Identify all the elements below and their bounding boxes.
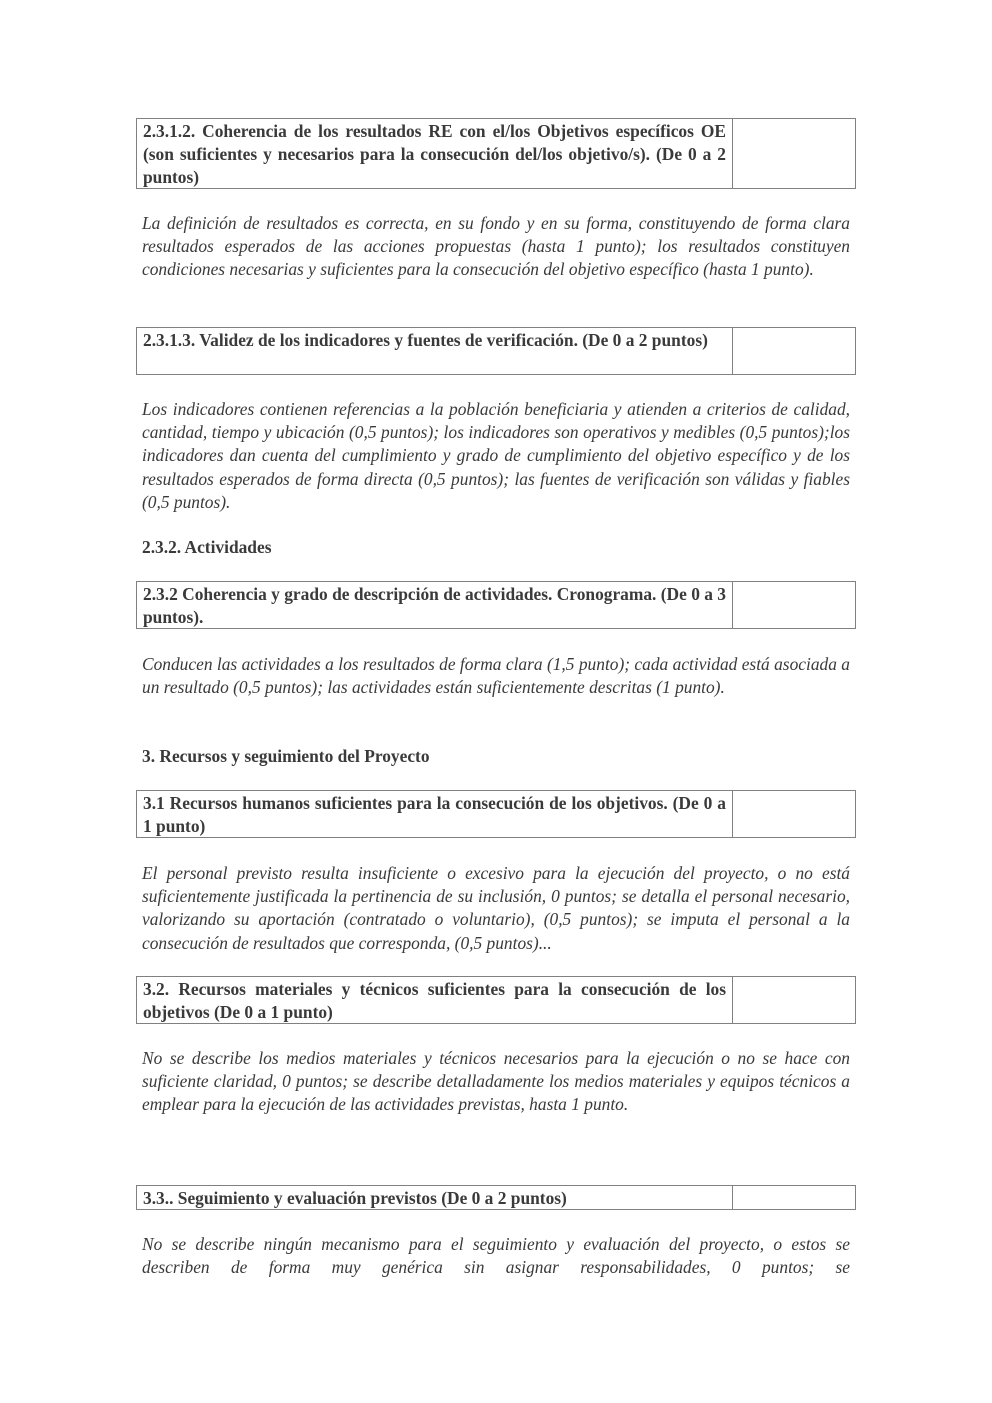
criterion-3-1-label: 3.1 Recursos humanos suficientes para la consecución de los objetivos. (De 0 a 1 punto) bbox=[137, 791, 733, 837]
criterion-2-3-1-2-score-cell bbox=[733, 119, 855, 188]
description-3-2: No se describe los medios materiales y técnicos necesarios para la ejecución o no se hace con suficiente claridad, 0 puntos; se describe detalladamente los medios materiales y equipos técnicos a emplear para la ejecución de las actividades previstas, hasta 1 punto. bbox=[142, 1048, 850, 1115]
criterion-3-3-score-cell bbox=[733, 1186, 855, 1209]
criterion-2-3-1-3-label: 2.3.1.3. Validez de los indicadores y fuentes de verificación. (De 0 a 2 puntos) bbox=[137, 328, 733, 374]
criterion-3-3-box bbox=[136, 1185, 856, 1210]
criterion-2-3-1-3-box bbox=[136, 327, 856, 375]
criterion-3-3-label: 3.3.. Seguimiento y evaluación previstos (De 0 a 2 puntos) bbox=[137, 1186, 733, 1209]
criterion-3-2-score-cell bbox=[733, 977, 855, 1023]
description-2-3-2: Conducen las actividades a los resultados de forma clara (1,5 punto); cada actividad está asociada a un resultado (0,5 puntos); las actividades están suficientemente descritas (1 punto). bbox=[142, 654, 850, 698]
criterion-3-1-box bbox=[136, 790, 856, 838]
description-3-3: No se describe ningún mecanismo para el seguimiento y evaluación del proyecto, o estos se describen de forma muy genérica sin asignar responsabilidades, 0 puntos; se bbox=[142, 1234, 850, 1278]
heading-3: 3. Recursos y seguimiento del Proyecto bbox=[142, 746, 430, 766]
description-2-3-1-3: Los indicadores contienen referencias a la población beneficiaria y atienden a criterios de calidad, cantidad, tiempo y ubicación (0,5 puntos); los indicadores son operativos y medibles (0,5 puntos);los indicadores dan cuenta del cumplimiento y grado de cumplimiento del objetivo específico y de los resultados esperados de forma directa (0,5 puntos); las fuentes de verificación son válidas y fiables (0,5 puntos). bbox=[142, 399, 850, 512]
criterion-2-3-2-label: 2.3.2 Coherencia y grado de descripción de actividades. Cronograma. (De 0 a 3 puntos). bbox=[137, 582, 733, 628]
criterion-2-3-1-2-box bbox=[136, 118, 856, 189]
criterion-2-3-1-3-score-cell bbox=[733, 328, 855, 374]
description-3-1: El personal previsto resulta insuficiente o excesivo para la ejecución del proyecto, o no está suficientemente justificada la pertinencia de su inclusión, 0 puntos; se detalla el personal necesario, valorizando su aportación (contratado o voluntario), (0,5 puntos); se imputa el personal a la consecución de resultados que corresponda, (0,5 puntos)... bbox=[142, 863, 850, 953]
heading-2-3-2: 2.3.2. Actividades bbox=[142, 537, 272, 557]
criterion-2-3-2-box bbox=[136, 581, 856, 629]
criterion-2-3-1-2-label: 2.3.1.2. Coherencia de los resultados RE con el/los Objetivos específicos OE (son suficientes y necesarios para la consecución del/los objetivo/s). (De 0 a 2 puntos) bbox=[137, 119, 733, 188]
criterion-3-1-score-cell bbox=[733, 791, 855, 837]
criterion-3-2-box bbox=[136, 976, 856, 1024]
criterion-2-3-2-score-cell bbox=[733, 582, 855, 628]
description-2-3-1-2: La definición de resultados es correcta, en su fondo y en su forma, constituyendo de forma clara resultados esperados de las acciones propuestas (hasta 1 punto); los resultados constituyen condiciones necesarias y suficientes para la consecución del objetivo específico (hasta 1 punto). bbox=[142, 213, 850, 280]
criterion-3-2-label: 3.2. Recursos materiales y técnicos suficientes para la consecución de los objetivos (De 0 a 1 punto) bbox=[137, 977, 733, 1023]
